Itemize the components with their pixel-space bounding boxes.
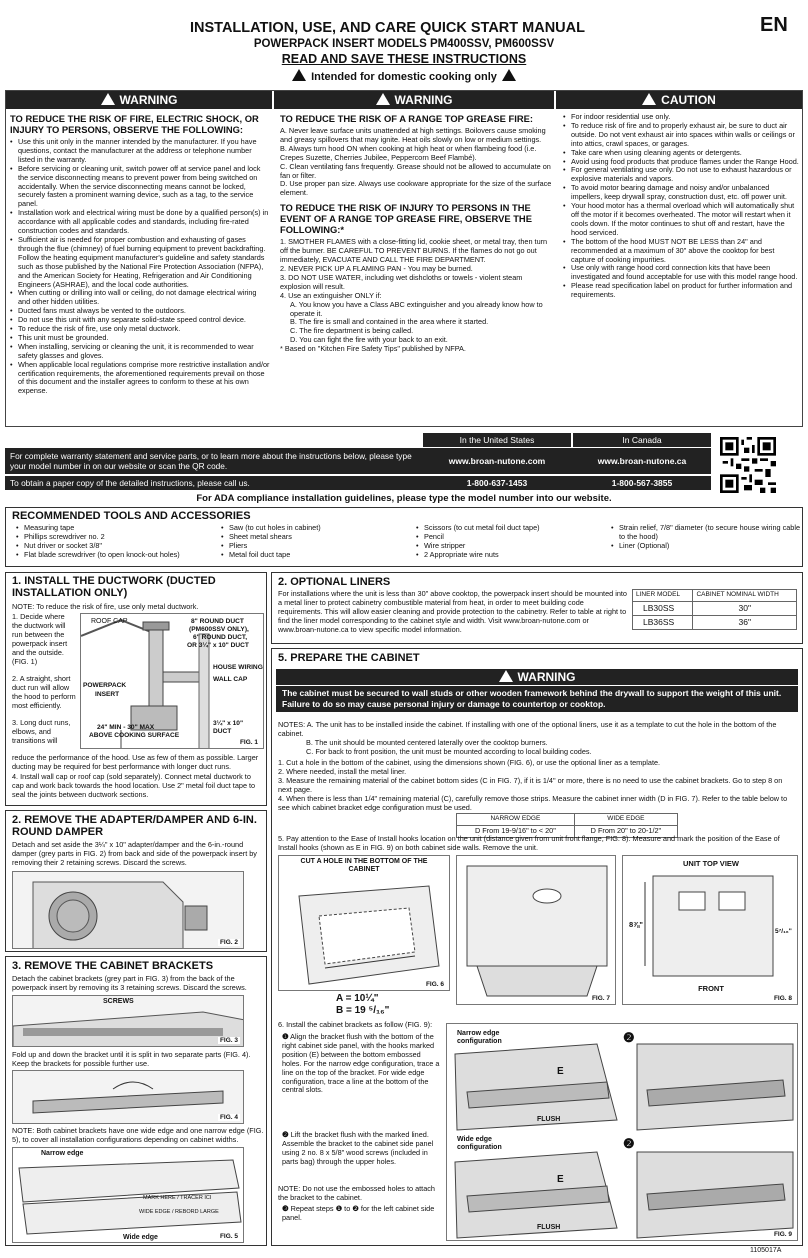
fold-diagram (13, 1071, 244, 1124)
cabinet-diagram (457, 856, 616, 1005)
liners-text: For installations where the unit is less than 30" above cooktop, the powerpack insert should be mounted into a metal liner to protect cabinetry combustible material from heat, in order to meet building code requirements. This will allow easier cleaning and provide protection to the cabinetry. Refer to table at right to find the liner model corresponding to the cabinet style and width. Visit www.broan-nutone.com or www.broan-nutone.ca to view specific model information. (278, 589, 627, 634)
step-5-1: 1. Cut a hole in the bottom of the cabinet, using the dimensions shown (FIG. 6), or use the optional liner as a template. (278, 758, 661, 767)
list-item: D. Use proper pan size. Always use cookware appropriate for the size of the surface element. (280, 179, 552, 198)
list-item: • For general ventilating use only. Do not use to exhaust hazardous or explosive materials and vapors. (563, 166, 799, 184)
wide-edge-mark: WIDE EDGE / REBORD LARGE (139, 1209, 219, 1215)
bracket-install-diagram (447, 1024, 798, 1241)
doc-number: 1105017A (750, 1247, 782, 1254)
fig-3-label: FIG. 3 (219, 1037, 238, 1044)
cabinet-warning-text: The cabinet must be secured to wall studs or other wooden framework behind the drywall to support the weight of this unit. Failure to do so may cause personal injury or damage to countertop or cooktop. (276, 686, 798, 712)
wide-th: WIDE EDGE (574, 814, 677, 826)
narrow-edge-label: Narrow edge (41, 1150, 84, 1157)
note-c: C. For back to front position, the unit must be mounted according to local building codes. (306, 747, 592, 756)
section-3-note: NOTE: Both cabinet brackets have one wide edge and one narrow edge (FIG. 5), to cover all installation configurations depending on cabinet widths. (12, 1126, 264, 1144)
tools-title: RECOMMENDED TOOLS AND ACCESSORIES (12, 510, 251, 522)
wall-cap-label: WALL CAP (213, 676, 248, 683)
step-1-4: 4. Install wall cap or roof cap (sold separately). Connect metal ductwork to cap and work back towards the hood location. Use 2" metal foil duct tape to seal the joints between ductwork sections. (12, 772, 256, 799)
step-5-3: 3. Measure the remaining material of the cabinet bottom sides (C in FIG. 7), if it is 1/4" or more, there is no need to use the cabinet brackets. Go to step 8 on next page. (278, 776, 783, 794)
warning-icon (101, 93, 115, 105)
list-item: • Do not use this unit with any separate solid-state speed control device. (10, 316, 270, 325)
range-label-2: ABOVE COOKING SURFACE (89, 732, 180, 739)
warning-heading: TO REDUCE THE RISK OF FIRE, ELECTRIC SHOCK, OR INJURY TO PERSONS, OBSERVE THE FOLLOWING: (10, 113, 259, 135)
figure-7 (456, 855, 616, 1005)
figure-4 (12, 1070, 244, 1124)
pm600-label: (PM600SSV ONLY), (189, 626, 249, 633)
caution-col (563, 113, 799, 300)
list-item: • The bottom of the hood MUST NOT BE LESS than 24" and recommended at a maximum of 30" above the cooktop for best capture of cooking impurities. (563, 238, 799, 265)
duct-or-label: OR 3¼" x 10" DUCT (187, 642, 249, 649)
dimension-b: B = 19 ⁵/₁₆" (336, 1005, 390, 1016)
figure-6 (278, 855, 450, 991)
contact-table (5, 433, 711, 490)
list-item: • Installation work and electrical wiring must be done by a qualified person(s) in accordance with all applicable codes and standards, including fire-rated construction codes and standards. (10, 209, 270, 236)
list-item: 3. DO NOT USE WATER, including wet dishcloths or towels - violent steam explosion will result. (280, 272, 523, 291)
mark-here-label: MARK HERE / TRACER ICI (143, 1195, 212, 1201)
duct6-label: 6" ROUND DUCT, (193, 634, 248, 641)
warning-bar-2: WARNING (274, 91, 554, 109)
us-phone: 1-800-637-1453 (466, 478, 528, 488)
liners-title: 2. OPTIONAL LINERS (278, 576, 391, 588)
list-item: • Pliers (221, 542, 401, 551)
list-item: • Wire stripper (416, 542, 601, 551)
liner-lb36: LB36SS (633, 615, 693, 629)
list-item: 2. NEVER PICK UP A FLAMING PAN - You may be burned. (280, 263, 473, 273)
list-item: • Metal foil duct tape (221, 551, 401, 560)
flush-label-2: FLUSH (537, 1224, 561, 1231)
note-a: NOTES: A. The unit has to be installed inside the cabinet. If installing with one of the optional liners, use it as a template to cut the hole in the bottom of the cabinet. (278, 720, 777, 738)
top-view-diagram (623, 856, 798, 1005)
fig9-step-2: ❷ (623, 1030, 635, 1045)
damper-diagram (13, 872, 244, 949)
hook-e-label-2: E (557, 1174, 564, 1185)
warranty-text: For complete warranty statement and service parts, or to learn more about the instructions below, please type your model number in on our website or scan the QR code. (10, 451, 412, 471)
width-30: 30" (693, 601, 797, 615)
fig-6-title: CUT A HOLE IN THE BOTTOM OF THE CABINET (300, 858, 428, 873)
figure-8 (622, 855, 798, 1005)
dim-5-7-16: 5⁷/₁₆" (775, 928, 792, 935)
step-1-1: 1. Decide where the ductwork will run between the powerpack insert and the outside. (FIG. 1) (12, 612, 68, 666)
step-num-3: ❸ (282, 1204, 289, 1213)
list-item: • Phillips screwdriver no. 2 (16, 533, 196, 542)
list-item: • Pencil (416, 533, 601, 542)
figure-2 (12, 871, 244, 949)
list-item: A. You know you have a Class ABC extinguisher and you already know how to operate it. (290, 299, 543, 318)
ada-note: For ADA compliance installation guidelines, please type the model number into our website. (196, 493, 612, 504)
list-item: • Please read specification label on product for further information and requirements. (563, 282, 799, 300)
dim-8-7-8: 8⅞" (629, 920, 643, 929)
list-item: • When applicable local regulations comprise more restrictive installation and/or certification requirements, the aforementioned requirements prevail on those of this document and the installer agrees to conform to these at his own expense. (10, 361, 270, 397)
grease-fire-heading: TO REDUCE THE RISK OF A RANGE TOP GREASE FIRE: (280, 113, 533, 124)
injury-heading: TO REDUCE THE RISK OF INJURY TO PERSONS IN THE EVENT OF A RANGE TOP GREASE FIRE, OBSERVE THE FOLLOWING:* (280, 202, 532, 236)
us-header: In the United States (423, 433, 571, 447)
section-1 (5, 572, 267, 806)
duct8-label: 8" ROUND DUCT (191, 618, 244, 625)
warning-icon (502, 69, 516, 81)
section-2-text: Detach and set aside the 3¼" x 10" adapter/damper and the 6-in.-round damper (grey parts in FIG. 2) from back and side of the powerpack insert by removing their 2 retaining screws. Discard the screws. (12, 840, 257, 867)
list-item: • Sheet metal shears (221, 533, 401, 542)
section-5 (271, 648, 803, 1246)
doc-title: INSTALLATION, USE, AND CARE QUICK START MANUAL (190, 20, 585, 36)
section-2 (5, 810, 267, 952)
qr-code[interactable] (720, 437, 776, 493)
cabinet-warning-bar: WARNING (276, 669, 798, 685)
list-item: • To reduce risk of fire and to properly exhaust air, be sure to duct air outside. Do not vent exhaust air into spaces within walls or ceilings or into attics, crawl spaces, or garages. (563, 122, 799, 149)
list-item: • To reduce the risk of fire, use only metal ductwork. (10, 325, 270, 334)
list-item: • This unit must be grounded. (10, 334, 270, 343)
domestic-note: Intended for domestic cooking only (0, 69, 808, 83)
range-label: 24" MIN - 30" MAX (97, 724, 155, 731)
fig-4-label: FIG. 4 (219, 1114, 238, 1121)
fig9-step-2b: ❷ (623, 1136, 635, 1151)
list-item: B. Always turn hood ON when cooking at high heat or when flambeing food (i.e. Crepes Suzette, Cherries Jubilee, Peppercorn Beef Flambé). (280, 143, 537, 162)
list-item: • To avoid motor bearing damage and noisy and/or unbalanced impellers, keep drywall spray, construction dust, etc. off power unit. (563, 184, 799, 202)
bracket-step-3-text: Repeat steps ❶ to ❷ for the left cabinet side panel. (282, 1204, 435, 1222)
section-liners (271, 572, 803, 644)
section-3-text2: Fold up and down the bracket until it is split in two separate parts (FIG. 4). Keep the brackets for possible further use. (12, 1050, 251, 1068)
paper-copy-text: To obtain a paper copy of the detailed instructions, please call us. (10, 478, 250, 488)
flush-label: FLUSH (537, 1116, 561, 1123)
list-item: • When cutting or drilling into wall or ceiling, do not damage electrical wiring and other hidden utilities. (10, 289, 270, 307)
warning-icon (376, 93, 390, 105)
section-5-title: 5. PREPARE THE CABINET (278, 652, 420, 664)
fig-9-label: FIG. 9 (773, 1231, 792, 1238)
list-item: D. You can fight the fire with your back to an exit. (290, 335, 448, 345)
bracket-step-3 (282, 1205, 442, 1223)
powerpack-label: POWERPACK (83, 682, 127, 689)
section-2-title: 2. REMOVE THE ADAPTER/DAMPER AND 6-IN. ROUND DAMPER (12, 814, 257, 838)
list-item: • Your hood motor has a thermal overload which will automatically shut off the motor if it becomes overheated. The motor will restart when it cools down. If the motor continues to shut off and restart, have the hood serviced. (563, 202, 799, 238)
liner-lb30: LB30SS (633, 601, 693, 615)
list-item: • Nut driver or socket 3/8" (16, 542, 196, 551)
figure-1 (80, 613, 264, 749)
ca-website-link[interactable]: www.broan-nutone.ca (597, 456, 687, 466)
warning-col-1 (10, 113, 270, 396)
warning-bar-1: WARNING (6, 91, 272, 109)
insert-label: INSERT (95, 691, 120, 698)
fig-7-label: FIG. 7 (591, 995, 610, 1002)
list-item: • Use this unit only in the manner intended by the manufacturer. If you have questions, contact the manufacturer at the address or telephone number listed in the warranty. (10, 138, 270, 165)
list-item: • Ducted fans must always be vented to the outdoors. (10, 307, 270, 316)
width-36: 36" (693, 615, 797, 629)
language-code: EN (760, 14, 788, 36)
figure-3 (12, 995, 244, 1047)
step-num-1: ❶ (282, 1032, 289, 1041)
list-item: C. The fire department is being called. (290, 326, 414, 336)
tools-section (5, 507, 803, 567)
step-5-4: 4. When there is less than 1/4" remaining material (C), carefully remove those strips. Measure the cabinet inner width (D in FIG. 7). Refer to the table below to see which cabinet bracket edge configuration must be used. (278, 794, 788, 812)
list-item: 4. Use an extinguisher ONLY if: (280, 290, 382, 300)
list-item: A. Never leave surface units unattended at high settings. Boilovers cause smoking and greasy spillovers that may ignite. Heat oils slowly on low or medium settings. (280, 126, 546, 144)
list-item: • When installing, servicing or cleaning the unit, it is recommended to wear safety glasses and gloves. (10, 343, 270, 361)
caution-bar: CAUTION (556, 91, 802, 109)
section-1-note: NOTE: To reduce the risk of fire, use only metal ductwork. (12, 602, 199, 611)
fig-2-label: FIG. 2 (219, 939, 238, 946)
note-b: B. The unit should be mounted centered laterally over the cooktop burners. (306, 738, 548, 747)
cut-hole-diagram (279, 856, 450, 991)
section-1-title: 1. INSTALL THE DUCTWORK (DUCTED INSTALLATION ONLY) (12, 575, 216, 599)
bracket-step-1 (282, 1033, 442, 1095)
step-1-3b: reduce the performance of the hood. Use as few of them as possible. Larger ducting may be required for best performance with longer duct runs. (12, 753, 259, 771)
bracket-step-1-text: Align the bracket flush with the bottom of the right cabinet side panel, with the hooks marked position (E) between the bottom embossed holes. For the narrow edge configuration, trace a line on the top of the bracket. For wide edge configuration, trace a line at the bottom of the central slots. (282, 1032, 440, 1095)
fig-6-label: FIG. 6 (425, 981, 444, 988)
list-item: B. The fire is small and contained in the area where it started. (290, 317, 489, 327)
list-item: • Strain relief, 7/8" diameter (to secure house wiring cable to the hood) (611, 524, 801, 542)
warning-icon (499, 670, 513, 682)
list-item: • Saw (to cut holes in cabinet) (221, 524, 401, 533)
step-num-2: ❷ (282, 1130, 289, 1139)
list-item: • Liner (Optional) (611, 542, 801, 551)
width-th: CABINET NOMINAL WIDTH (693, 590, 797, 602)
roof-cap-label: ROOF CAP (91, 618, 128, 625)
fig-5-label: FIG. 5 (219, 1233, 238, 1240)
us-website-link[interactable]: www.broan-nutone.com (448, 456, 546, 466)
ca-header: In Canada (573, 433, 711, 447)
step-5-2: 2. Where needed, install the metal liner. (278, 767, 407, 776)
screws-label: SCREWS (103, 998, 134, 1005)
list-item: • Flat blade screwdriver (to open knock-out holes) (16, 551, 196, 560)
step-1-3: 3. Long duct runs, elbows, and transitions will (12, 718, 71, 745)
step-5-5: 5. Pay attention to the Ease of Install hooks location on the unit (distance given from unit front flange, FIG. 8). Measure and mark the position of the Ease of Install hooks (shown as E in FIG. 9) on both cabinet side walls. Remove the unit. (278, 834, 780, 852)
warning-col-2 (280, 113, 552, 354)
section-3 (5, 956, 267, 1246)
list-item: • Avoid using food products that produce flames under the Range Hood. (563, 158, 799, 167)
list-item: C. Clean ventilating fans frequently. Grease should not be allowed to accumulate on fan or filter. (280, 161, 551, 180)
liner-table (632, 589, 797, 630)
fig-1-label: FIG. 1 (239, 739, 258, 746)
fig-8-label: FIG. 8 (773, 995, 792, 1002)
section-3-text: Detach the cabinet brackets (grey part in FIG. 3) from the back of the powerpack insert by removing its 3 retaining screws. Discard the screws. (12, 974, 247, 992)
read-save-note: READ AND SAVE THESE INSTRUCTIONS (281, 52, 527, 66)
warning-icon (292, 69, 306, 81)
narrow-config-label: Narrow edge configuration (457, 1030, 502, 1045)
bracket-note: NOTE: Do not use the embossed holes to attach the bracket to the cabinet. (278, 1184, 435, 1202)
list-item: • Measuring tape (16, 524, 196, 533)
wide-edge-label: Wide edge (123, 1234, 158, 1241)
step-5-6: 6. Install the cabinet brackets as follow (FIG. 9): (278, 1020, 433, 1029)
list-item: • Use only with range hood cord connection kits that have been investigated and found acceptable for use with this model range hood. (563, 264, 799, 282)
bracket-step-2 (282, 1131, 442, 1167)
list-item: • Before servicing or cleaning unit, switch power off at service panel and lock the service disconnecting means to prevent power from being switched on accidentally. When the service disconnecting means cannot be locked, securely fasten a prominent warning device, such as a tag, to the service panel. (10, 165, 270, 210)
wide-range: D From 20" to 20-1/2" (574, 825, 677, 837)
fig-8-title: UNIT TOP VIEW (683, 859, 739, 868)
liner-th: LINER MODEL (633, 590, 693, 602)
figure-9 (446, 1023, 798, 1241)
front-label: FRONT (698, 984, 724, 993)
hook-e-label: E (557, 1066, 564, 1077)
step-1-2: 2. A straight, short duct run will allow the hood to perform most efficiently. (12, 674, 76, 710)
list-item: • 2 Appropriate wire nuts (416, 551, 601, 560)
ca-phone: 1-800-567-3855 (611, 478, 673, 488)
list-item: • Take care when using cleaning agents or detergents. (563, 149, 799, 158)
footnote: * Based on "Kitchen Fire Safety Tips" published by NFPA. (280, 344, 466, 354)
warning-icon (642, 93, 656, 105)
list-item: • Scissors (to cut metal foil duct tape) (416, 524, 601, 533)
list-item: • Sufficient air is needed for proper combustion and exhausting of gases through the flue (chimney) of fuel burning equipment to prevent backdrafting. Follow the heating equipment manufacturer's guideline and safety standards such as those published by the National Fire Protection Association (NFPA), and the American Society for Heating, Refrigeration and Air Conditioning Engineers (ASHRAE), and the local code authorities. (10, 236, 270, 289)
narrow-range: D From 19-9/16" to < 20" (457, 825, 575, 837)
bracket-step-2-text: Lift the bracket flush with the marked lined. Assemble the bracket to the cabinet side panel using 2 no. 8 x 5/8" wood screws (included in parts bag) through the upper holes. (282, 1130, 434, 1166)
dimension-a: A = 10¼" (336, 993, 379, 1004)
house-wiring-label: HOUSE WIRING (213, 664, 263, 671)
narrow-th: NARROW EDGE (457, 814, 575, 826)
list-item: 1. SMOTHER FLAMES with a close-fitting lid, cookie sheet, or metal tray, then turn off the burner. BE CAREFUL TO PREVENT BURNS. If the flames do not go out immediately, EVACUATE AND CALL THE FIRE DEPARTMENT. (280, 237, 548, 265)
wide-config-label: Wide edge configuration (457, 1136, 502, 1151)
doc-subtitle: POWERPACK INSERT MODELS PM400SSV, PM600SSV (253, 38, 555, 50)
duct310-label: 3¼" x 10" DUCT (213, 720, 244, 735)
section-3-title: 3. REMOVE THE CABINET BRACKETS (12, 960, 214, 972)
figure-5 (12, 1147, 244, 1243)
list-item: • For indoor residential use only. (563, 113, 799, 122)
